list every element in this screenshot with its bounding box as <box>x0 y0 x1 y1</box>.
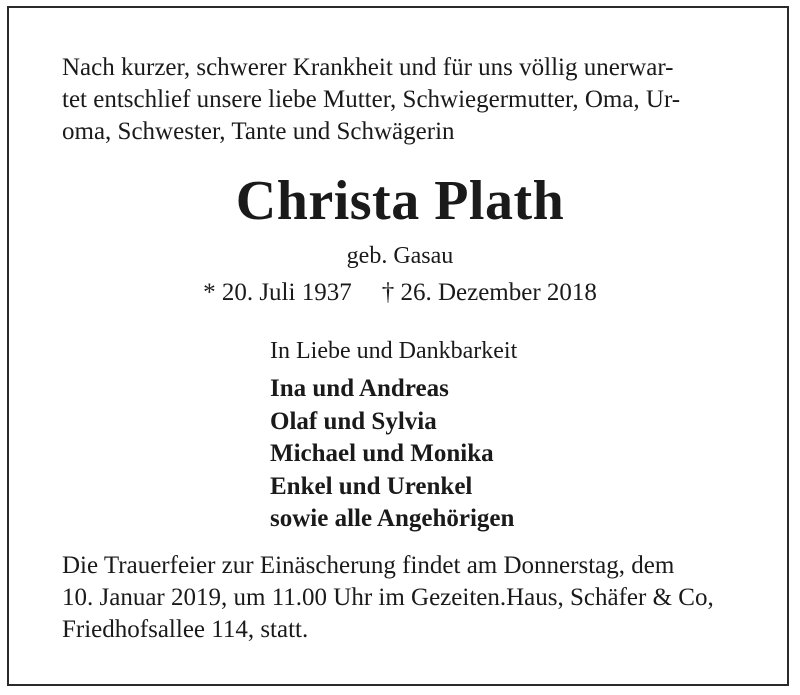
mourner-entry: Michael und Monika <box>270 440 494 467</box>
ceremony-info <box>62 550 752 646</box>
deceased-name: Christa Plath <box>235 170 565 232</box>
intro-line: tet entschlief unsere liebe Mutter, Schwiegermutter, Oma, Ur- <box>62 86 681 113</box>
ceremony-line: 10. Januar 2019, um 11.00 Uhr im Gezeiten.Haus, Schäfer & Co, <box>62 584 714 611</box>
intro-line: Nach kurzer, schwerer Krankheit und für uns völlig unerwar- <box>62 54 674 81</box>
life-dates <box>0 277 800 309</box>
mourner-entry: Olaf und Sylvia <box>270 407 437 435</box>
ceremony-line: Friedhofsallee 114, statt. <box>62 616 309 643</box>
mourner-entry: Enkel und Urenkel <box>270 472 473 500</box>
mourner-entry: Ina und Andreas <box>270 375 449 402</box>
ceremony-line: Die Trauerfeier zur Einäscherung findet am Donnerstag, dem <box>62 552 675 579</box>
death-date: † 26. Dezember 2018 <box>381 279 597 306</box>
mourner-entry: sowie alle Angehörigen <box>270 505 515 532</box>
mourners-list <box>270 373 514 536</box>
birth-date: * 20. Juli 1937 <box>203 279 352 306</box>
intro-line: oma, Schwester, Tante und Schwägerin <box>62 118 455 145</box>
birth-name: geb. Gasau <box>346 243 454 269</box>
intro-text <box>62 52 752 148</box>
dedication-text: In Liebe und Dankbarkeit <box>270 338 518 364</box>
